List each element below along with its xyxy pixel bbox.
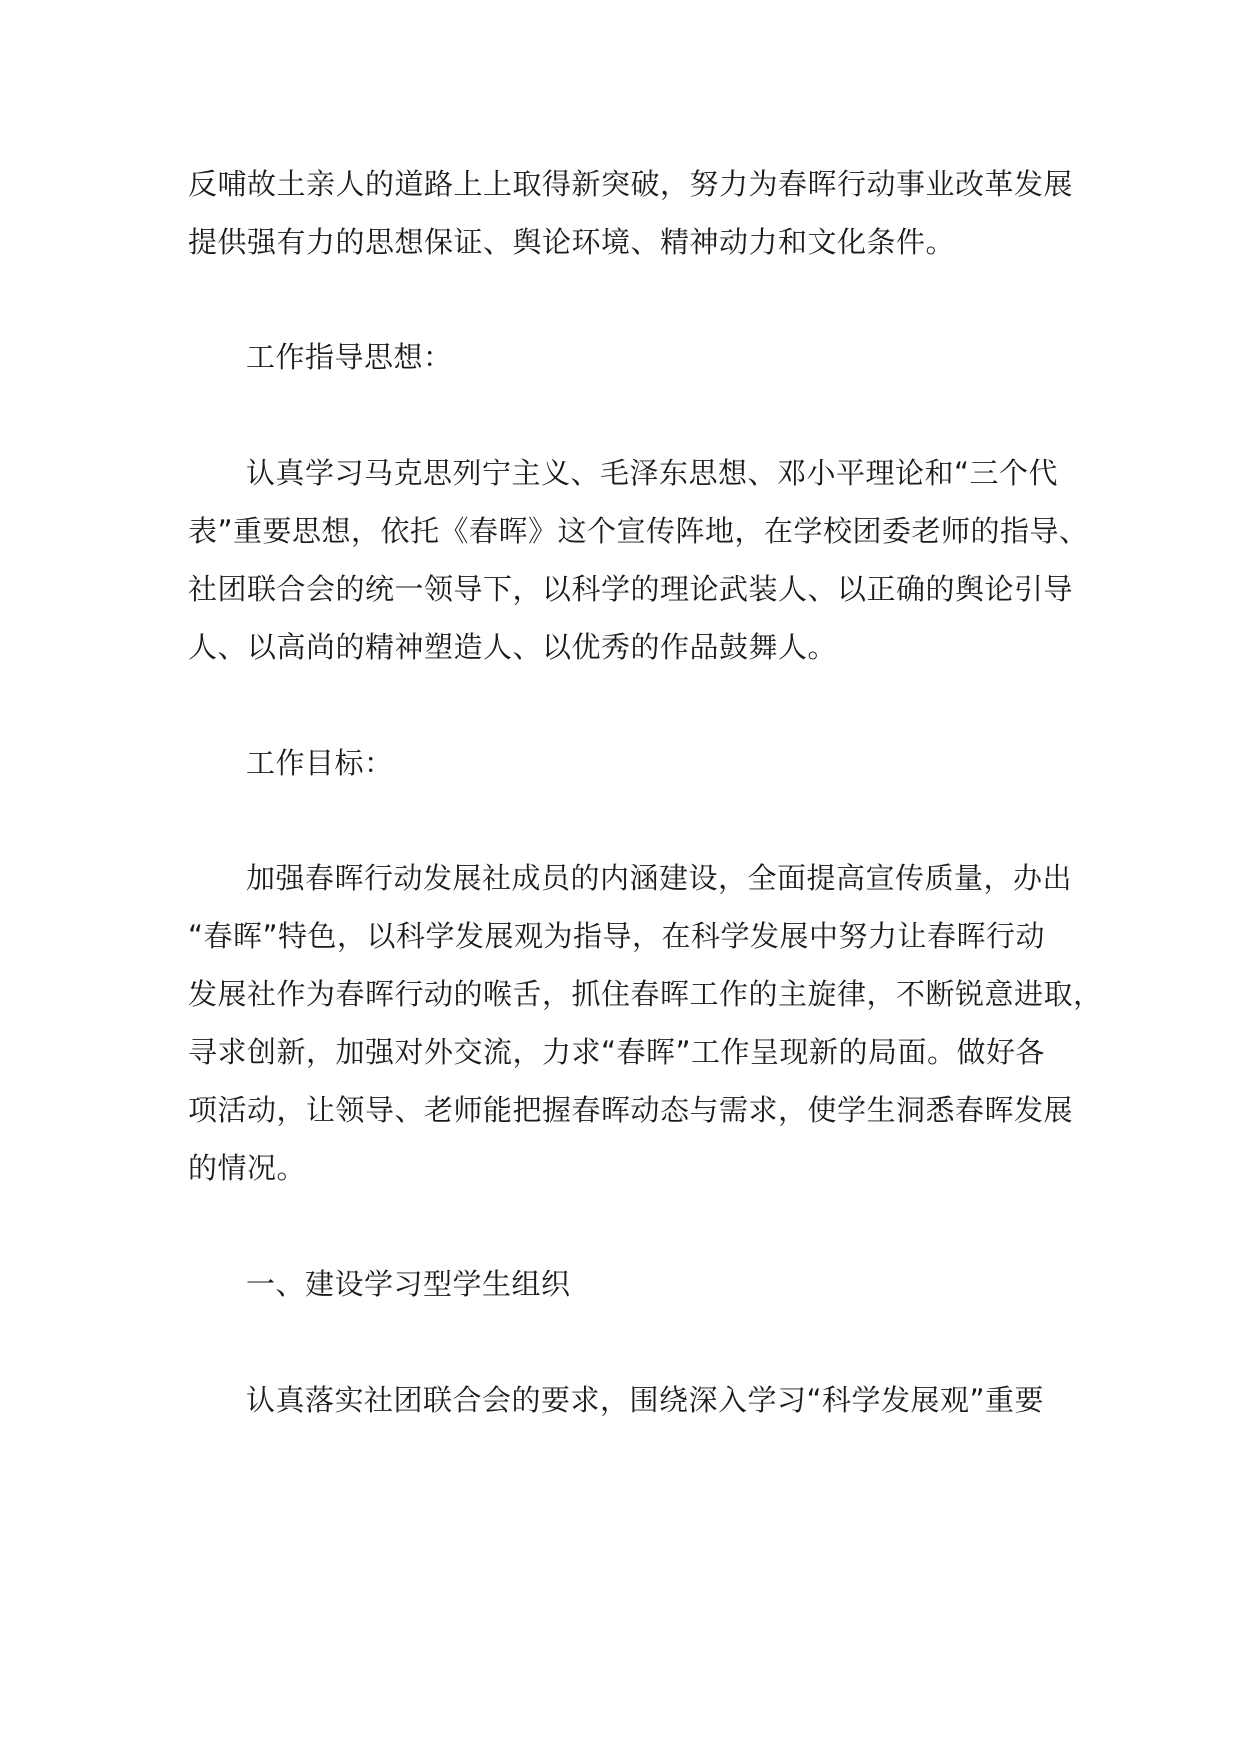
section-heading: 一、建设学习型学生组织 (246, 1267, 571, 1301)
text-line: 提供强有力的思想保证、舆论环境、精神动力和文化条件。 (188, 225, 956, 259)
text-line: 加强春晖行动发展社成员的内涵建设，全面提高宣传质量，办出 (246, 861, 1073, 895)
text-line: 发展社作为春晖行动的喉舌，抓住春晖工作的主旋律，不断锐意进取， (188, 977, 1103, 1011)
text-line: 认真落实社团联合会的要求，围绕深入学习“科学发展观”重要 (246, 1383, 1045, 1417)
text-line: 认真学习马克思列宁主义、毛泽东思想、邓小平理论和“三个代 (246, 456, 1059, 490)
text-line: 反哺故土亲人的道路上上取得新突破，努力为春晖行动事业改革发展 (188, 167, 1074, 201)
text-line: 项活动，让领导、老师能把握春晖动态与需求，使学生洞悉春晖发展 (188, 1093, 1074, 1127)
text-line: 表”重要思想，依托《春晖》这个宣传阵地，在学校团委老师的指导、 (188, 514, 1089, 548)
text-line: 的情况。 (188, 1151, 307, 1185)
section-heading: 工作指导思想： (246, 340, 453, 374)
text-line: 人、以高尚的精神塑造人、以优秀的作品鼓舞人。 (188, 630, 838, 664)
text-line: 寻求创新，加强对外交流，力求“春晖”工作呈现新的局面。做好各 (188, 1035, 1046, 1069)
text-line: 社团联合会的统一领导下，以科学的理论武装人、以正确的舆论引导 (188, 572, 1074, 606)
text-line: “春晖”特色，以科学发展观为指导，在科学发展中努力让春晖行动 (188, 919, 1046, 953)
section-heading: 工作目标： (246, 746, 394, 780)
